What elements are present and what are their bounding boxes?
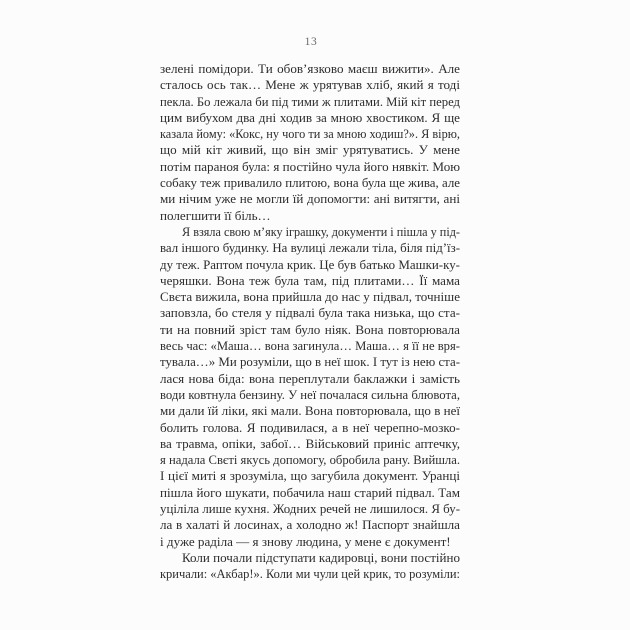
text-line-content: черяшки. Вона теж була там, під плитами… Її мама [160, 272, 460, 288]
text-line [160, 371, 460, 387]
text-line-content: весь час: «Маша… вона загинула… Маша… я її не вря- [160, 338, 460, 354]
text-line-content: води ковтнула бензину. У неї почалася сильна блювота, [160, 386, 460, 402]
text-line-content: лася нова біда: вона переплутали баклажки і замість [160, 370, 460, 386]
text-line [160, 159, 460, 175]
text-line [160, 550, 460, 566]
text-line [160, 452, 460, 468]
text-line [160, 208, 460, 224]
page-number: 13 [304, 36, 318, 48]
text-line [160, 61, 460, 77]
text-line [160, 142, 460, 158]
text-line [160, 94, 460, 110]
text-line-content: ла в халаті й лосинах, а холодно ж! Паспорт знайшла [160, 517, 460, 533]
text-line [160, 354, 460, 370]
text-line [160, 403, 460, 419]
text-line [160, 338, 460, 354]
text-line-content: я надала Свєті якусь допомогу, обробила рану. Вийшла. [160, 452, 460, 468]
text-line [160, 257, 460, 273]
text-line-content: сталось ось так… Мене ж урятував хліб, який я тоді [160, 77, 460, 93]
text-line [160, 224, 460, 240]
text-line [160, 305, 460, 321]
text-line [160, 517, 460, 533]
text-line-content: ду теж. Раптом почула крик. Це був батько Машки-ку- [160, 256, 460, 272]
text-line-content: Коли почали підступати кадировці, вони постійно [182, 549, 460, 565]
text-line [160, 175, 460, 191]
text-line [160, 191, 460, 207]
text-line [160, 485, 460, 501]
text-line-content: уціліла лише кухня. Жодних речей не лишилося. Я бу- [160, 501, 460, 517]
text-line-content: І цієї миті я зрозуміла, що загубила документ. Уранці [160, 468, 460, 484]
text-line [160, 566, 460, 582]
text-block [160, 61, 460, 583]
text-line [160, 534, 460, 550]
text-line [160, 273, 460, 289]
text-line [160, 436, 460, 452]
text-line-content: ва травма, опіки, забої… Військовий приніс аптечку, [160, 435, 460, 451]
text-line-content: полегшити її біль… [160, 207, 271, 223]
text-line-content: ми нічим уже не могли їй допомогти: ані витягти, ані [160, 191, 460, 207]
text-line-content: собаку теж привалило плитою, вона була ще жива, але [160, 175, 460, 191]
text-line-content: і дуже раділа — я знову людина, у мене є документ! [160, 533, 451, 549]
text-line-content: пекла. Бо лежала би під тими ж плитами. Мій кіт перед [160, 93, 460, 109]
text-line [160, 77, 460, 93]
text-line [160, 468, 460, 484]
text-line-content: заповзла, бо стеля у підвалі була така низька, що ста- [160, 305, 460, 321]
text-line-content: що мій кіт живий, що він зміг урятуватись. У мене [160, 142, 460, 158]
text-line-content: потім параноя була: я постійно чула його нявкіт. Мою [160, 158, 460, 174]
text-line [160, 387, 460, 403]
text-line-content: вал іншого будинку. На вулиці лежали тіла, біля під’їз- [160, 240, 460, 256]
text-line-content: зелені помідори. Ти обов’язково маєш вижити». Але [160, 61, 460, 76]
text-line [160, 289, 460, 305]
text-line [160, 420, 460, 436]
text-line-content: Я взяла свою м’яку іграшку, документи і пішла у під- [182, 223, 460, 239]
text-line [160, 110, 460, 126]
text-line-content: болить голова. Я подивилася, а в неї черепно-мозко- [160, 419, 460, 435]
text-line [160, 126, 460, 142]
text-line [160, 501, 460, 517]
text-line [160, 322, 460, 338]
text-line-content: казала йому: «Кокс, ну чого ти за мною ходиш?». Я вірю, [160, 126, 460, 142]
text-line-content: ти на повний зріст там було ніяк. Вона повторювала [160, 321, 460, 337]
text-line [160, 240, 460, 256]
text-line-content: кричали: «Акбар!». Коли ми чули цей крик, то розуміли: [160, 566, 460, 582]
text-line-content: Свєта вижила, вона прийшла до нас у підвал, точніше [160, 289, 460, 305]
text-line-content: тувала…» Ми розуміли, що в неї шок. І тут із нею ста- [160, 354, 460, 370]
text-line-content: пішла його шукати, побачила наш старий підвал. Там [160, 484, 460, 500]
text-line-content: ми дали їй ліки, які мали. Вона повторювала, що в неї [160, 403, 460, 419]
text-line-content: цим вибухом два дні ходив за мною хвостиком. Я ще [160, 109, 460, 125]
